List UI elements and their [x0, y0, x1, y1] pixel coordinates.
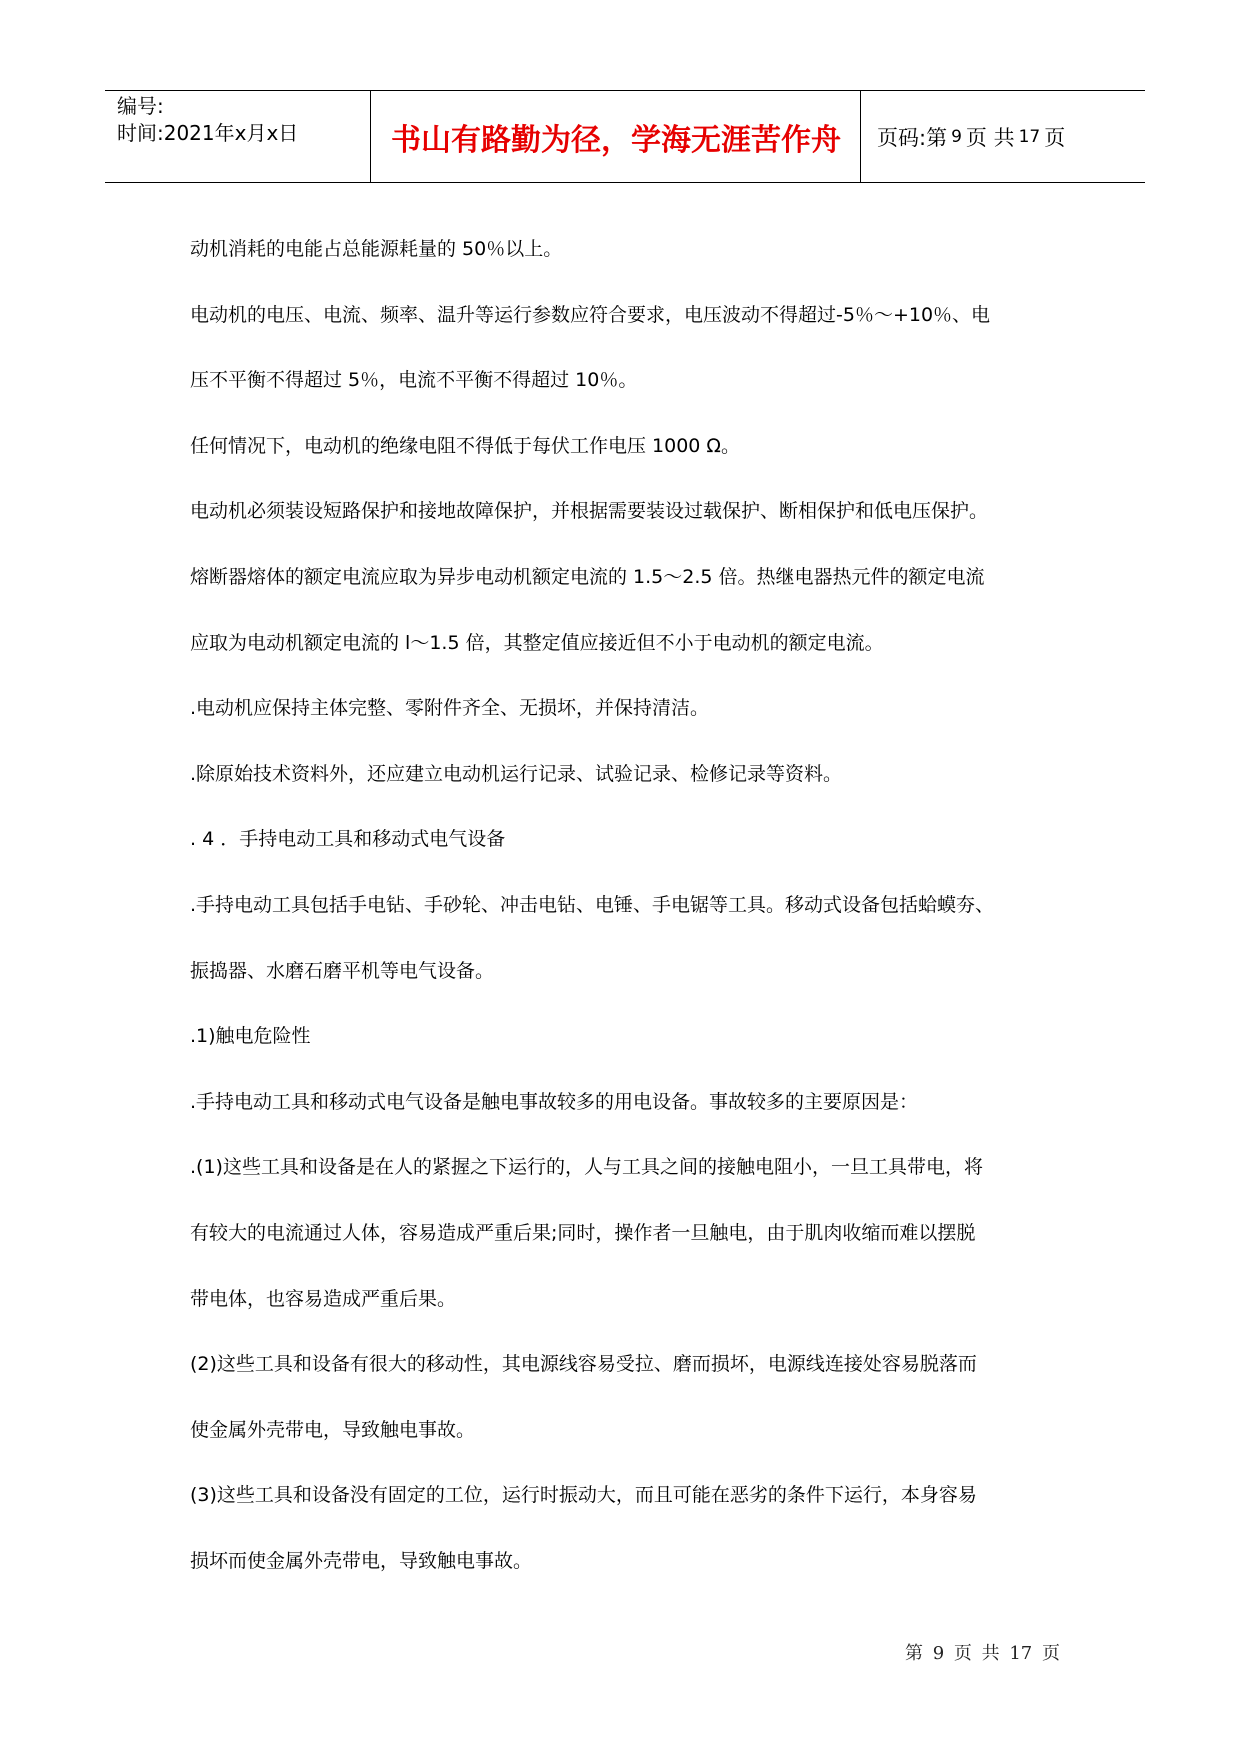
- body-line: .手持电动工具和移动式电气设备是触电事故较多的用电设备。事故较多的主要原因是：: [190, 1090, 919, 1113]
- page-total: 17: [1018, 127, 1041, 147]
- body-line: 使金属外壳带电，导致触电事故。: [190, 1418, 476, 1441]
- section-heading: . 4 ．手持电动工具和移动式电气设备: [190, 828, 506, 851]
- body-line: .电动机应保持主体完整、零附件齐全、无损坏，并保持清洁。: [190, 697, 710, 720]
- page-header: [105, 90, 1145, 183]
- body-line: 熔断器熔体的额定电流应取为异步电动机额定电流的 1.5～2.5 倍。热继电器热元件的额定电流: [190, 565, 985, 588]
- body-line: 动机消耗的电能占总能源耗量的 50％以上。: [190, 238, 563, 260]
- header-page-indicator: [877, 91, 1065, 183]
- subsection-heading: .1)触电危险性: [190, 1025, 311, 1048]
- page-prefix: 页码:第: [877, 126, 948, 150]
- body-line: 应取为电动机额定电流的 l～1.5 倍，其整定值应接近但不小于电动机的额定电流。: [190, 631, 884, 654]
- body-line: 任何情况下，电动机的绝缘电阻不得低于每伏工作电压 1000 Ω。: [190, 434, 740, 457]
- time-label: 时间:2021年x月x日: [117, 121, 299, 145]
- body-line: 电动机的电压、电流、频率、温升等运行参数应符合要求，电压波动不得超过-5％～+10％、电: [190, 303, 991, 326]
- header-info: [117, 93, 367, 147]
- page-suffix: 页: [1044, 126, 1066, 150]
- body-line: 有较大的电流通过人体，容易造成严重后果;同时，操作者一旦触电，由于肌肉收缩而难以摆脱: [190, 1221, 976, 1244]
- body-line: 损坏而使金属外壳带电，导致触电事故。: [190, 1549, 533, 1572]
- header-motto: 书山有路勤为径，学海无涯苦作舟: [391, 123, 841, 158]
- page-number: 9: [951, 127, 962, 147]
- body-line: 压不平衡不得超过 5％，电流不平衡不得超过 10％。: [190, 369, 638, 392]
- body-line: .除原始技术资料外，还应建立电动机运行记录、试验记录、检修记录等资料。: [190, 762, 843, 785]
- header-divider-right: [860, 91, 861, 183]
- body-line: .(1)这些工具和设备是在人的紧握之下运行的，人与工具之间的接触电阻小，一旦工具带电，将: [190, 1156, 983, 1179]
- document-body: [190, 217, 1070, 1594]
- header-divider-left: [370, 91, 371, 183]
- page-mid: 页 共: [965, 126, 1015, 150]
- serial-label: 编号:: [117, 94, 164, 118]
- body-line: .手持电动工具包括手电钻、手砂轮、冲击电钻、电锤、手电锯等工具。移动式设备包括蛤蟆夯、: [190, 893, 995, 916]
- page-footer: 第 9 页 共 17 页: [905, 1643, 1060, 1664]
- body-line: 电动机必须装设短路保护和接地故障保护，并根据需要装设过载保护、断相保护和低电压保护。: [190, 500, 989, 523]
- body-line: 带电体，也容易造成严重后果。: [190, 1287, 457, 1310]
- body-line: (2)这些工具和设备有很大的移动性，其电源线容易受拉、磨而损坏，电源线连接处容易脱落而: [190, 1353, 977, 1376]
- body-line: (3)这些工具和设备没有固定的工位，运行时振动大，而且可能在恶劣的条件下运行，本身容易: [190, 1484, 977, 1507]
- body-line: 振捣器、水磨石磨平机等电气设备。: [190, 959, 495, 982]
